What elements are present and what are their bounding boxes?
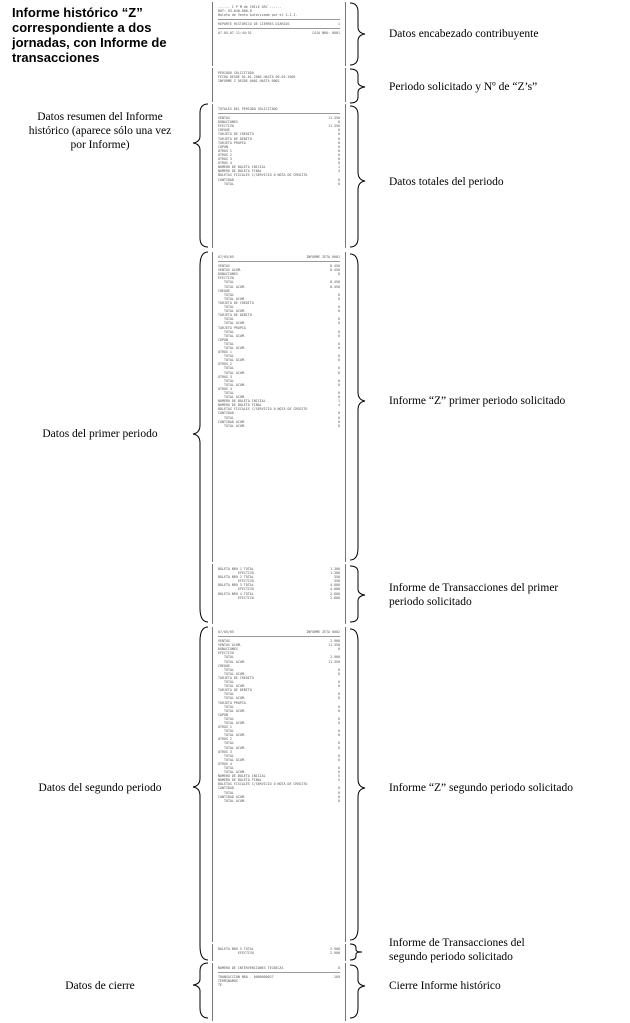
receipt-line-label: CHEQUE	[218, 128, 230, 133]
receipt-line-label: OTROS 4	[218, 761, 232, 766]
receipt-line-label: VENTAS	[218, 639, 230, 644]
receipt-line-label: TOTAL ACUM.	[224, 395, 246, 400]
receipt-line-label: EFECTIVO	[238, 587, 254, 592]
receipt-line-label: 07-05-07 11:44:51	[218, 31, 252, 36]
receipt-line-value: 0	[338, 395, 340, 400]
receipt-line-value: 0	[338, 423, 340, 428]
receipt-line-label: TRANSACCION NRO - 0000000027	[218, 975, 274, 980]
receipt-line-value: 0	[338, 966, 340, 970]
receipt-line-value: 0	[338, 181, 340, 186]
receipt-line-value: 0	[338, 667, 340, 672]
receipt-line-value: 0	[338, 729, 340, 734]
receipt-line-value: 0	[338, 157, 340, 162]
receipt-line-value: 0	[338, 753, 340, 758]
receipt-line-label: EFECTIVO	[218, 124, 234, 129]
receipt-line-label: TE	[218, 983, 222, 988]
brace-right-closing	[350, 965, 365, 1018]
receipt-line-label: EFECTIVO	[218, 276, 234, 281]
receipt-line-value: 0	[338, 321, 340, 326]
receipt-line-label: BOLETA NRO 2 TOTAL	[218, 575, 254, 580]
receipt-line-label: EFECTIVO	[238, 595, 254, 600]
receipt-line-value: 11.350	[328, 116, 340, 121]
receipt-line-label: TOTAL	[224, 305, 234, 310]
receipt-line-label: TOTAL	[224, 692, 234, 697]
receipt-line-label: OTROS 4	[218, 386, 232, 391]
receipt-line-value: 5	[338, 774, 340, 779]
receipt-line-value: 4	[338, 403, 340, 408]
brace-right-tx2	[350, 944, 362, 960]
receipt-line-label: TOTAL	[224, 366, 234, 371]
receipt-line-label: TOTAL ACUM.	[224, 309, 246, 314]
receipt-line-value: 0	[338, 161, 340, 166]
receipt-line-label: OTROS 3	[218, 374, 232, 379]
receipt-line-value: 0	[338, 696, 340, 701]
receipt-line-label: DONACIONES	[218, 272, 238, 277]
receipt-line-label: TARJETA DE CREDITO	[218, 300, 254, 305]
receipt-line-value: 0	[338, 757, 340, 762]
receipt-line-value: 2.900	[330, 951, 340, 956]
label-period: Periodo solicitado y Nº de “Z’s”	[389, 81, 538, 93]
receipt-line-value: 0	[338, 733, 340, 738]
label-header: Datos encabezado contribuyente	[389, 28, 539, 40]
receipt-line-label: REPORTE HISTORICO DE CIERRES DIARIOS	[218, 22, 290, 27]
receipt-line-value: 5	[338, 778, 340, 783]
receipt-line-value: 0	[338, 647, 340, 652]
receipt-line-value: 0	[338, 766, 340, 770]
receipt-line-label: TARJETA DE DEBITO	[218, 136, 252, 141]
receipt-line-label: TARJETA DE DEBITO	[218, 313, 252, 318]
receipt-line-label: TOTAL	[224, 415, 234, 420]
brace-right-tx1	[350, 566, 365, 622]
receipt-line-label: EFECTIVO	[218, 651, 234, 656]
receipt-line-label: TOTAL	[224, 391, 234, 395]
label-totals: Datos totales del periodo	[389, 176, 504, 188]
label-second-period: Datos del segundo periodo	[38, 782, 162, 794]
receipt-line-value: 0	[338, 317, 340, 322]
receipt-line-label: TOTAL	[224, 704, 234, 709]
brace-right-z2	[350, 629, 365, 940]
label-close: Cierre Informe histórico	[389, 980, 501, 992]
receipt-line-value: 0	[338, 378, 340, 383]
receipt-line-value: 0	[338, 177, 340, 182]
receipt-line-label: NUMERO DE BOLETA FINAL	[218, 169, 262, 174]
receipt-line-value: 0	[338, 391, 340, 395]
receipt-line-label: RUT: 93.040.000-0	[218, 9, 252, 14]
receipt-line-label: CANTIDAD	[218, 177, 234, 182]
brace-left-first	[193, 252, 208, 622]
receipt-line-value: 0	[338, 136, 340, 141]
receipt-line-label: TOTAL	[224, 329, 234, 334]
receipt-line-label: OTROS 3	[218, 157, 232, 162]
receipt-line-value: 0	[338, 345, 340, 350]
label-first-period: Datos del primer periodo	[42, 428, 158, 440]
label-closing: Datos de cierre	[65, 980, 135, 992]
receipt-line-label: TOTAL ACUM.	[224, 720, 246, 725]
receipt-line-value: 0	[338, 716, 340, 721]
receipt-line-label: DONACIONES	[218, 647, 238, 652]
receipt-line-value: 0	[338, 148, 340, 153]
receipt-line-label: TOTAL	[224, 753, 234, 758]
brace-right-totals	[350, 106, 365, 247]
receipt-line-value: 0	[338, 382, 340, 387]
receipt-line-label: INFORME Z DESDE 0001 HASTA 0002	[218, 79, 280, 84]
receipt-line-label: VENTAS ACUM.	[218, 268, 242, 273]
receipt-line-label: 07/05/05	[218, 630, 234, 634]
receipt-line-value: 0	[338, 415, 340, 420]
receipt-line-label: TOTALES DEL PERIODO SOLICITADO	[218, 107, 278, 111]
receipt-line-value: 2.900	[330, 639, 340, 644]
receipt-line-value: 0	[338, 684, 340, 689]
receipt-line-label: TOTAL	[224, 181, 234, 186]
receipt-line-value: 0	[338, 770, 340, 775]
receipt-line-label: BOLETAS FISCALES C/SERVICIO 0 NOTA DE CREDITO	[218, 173, 308, 178]
receipt-line-label: TOTAL ACUM.	[224, 382, 246, 387]
label-z2: Informe “Z” segundo periodo solicitado	[389, 782, 573, 794]
receipt-line-value: 2.800	[330, 595, 340, 600]
receipt-line-label: CANTIDAD ACUM.	[218, 419, 246, 424]
receipt-line-label: OTROS 2	[218, 152, 232, 157]
receipt-line-label: TARJETA PROPIA	[218, 700, 246, 705]
receipt-line-value: 0	[338, 370, 340, 375]
receipt-line-value: 8.450	[330, 264, 340, 269]
brace-left-second	[193, 627, 208, 960]
label-summary: Datos resumen del Informe histórico (aparece sólo una vez por Informe)	[28, 111, 172, 151]
receipt-line-value: 0	[338, 140, 340, 145]
receipt-line-label: TOTAL ACUM.	[224, 423, 246, 428]
receipt-line-label: TOTAL ACUM.	[224, 370, 246, 375]
receipt-line-label: TERMINAMOS	[218, 979, 238, 984]
receipt-line-label: VENTAS	[218, 264, 230, 269]
receipt-line-label: TOTAL ACUM.	[224, 696, 246, 701]
receipt-line-value: 1	[338, 165, 340, 170]
label-tx1: Informe de Transacciones del primer periodo solicitado	[389, 582, 559, 608]
receipt-line-label: CANTIDAD	[218, 411, 234, 416]
receipt-line-label: TARJETA DE DEBITO	[218, 688, 252, 693]
receipt-line-value: 0	[338, 790, 340, 795]
receipt-line-label: TOTAL	[224, 354, 234, 359]
receipt-line-value: 0	[338, 152, 340, 157]
receipt-line-label: OTROS 1	[218, 350, 232, 355]
receipt-line-label: TOTAL	[224, 378, 234, 383]
receipt-line-value: 350	[334, 579, 340, 584]
receipt-line-label: NUMERO DE BOLETA FINAL	[218, 778, 262, 783]
receipt-line-value: 0	[338, 272, 340, 277]
receipt-line-value: 2.900	[330, 655, 340, 660]
receipt-line-value: 0	[338, 128, 340, 133]
receipt-line-label: TOTAL	[224, 292, 234, 297]
receipt-line-value: 0	[338, 745, 340, 750]
receipt-line-label: OTROS 3	[218, 749, 232, 754]
receipt-line-value: 0	[338, 419, 340, 424]
receipt-line-value: 0	[338, 692, 340, 697]
receipt-line-label: TOTAL ACUM.	[224, 770, 246, 775]
receipt-line-label: EFECTIVO	[238, 571, 254, 576]
receipt-line-label: BOLETA NRO 3 TOTAL	[218, 583, 254, 588]
receipt-line-label: BOLETA NRO 5 TOTAL	[218, 947, 254, 951]
receipt-line-value: 11.350	[328, 124, 340, 129]
receipt-line-label: TOTAL	[224, 741, 234, 746]
page-title: Informe histórico “Z” correspondiente a dos jornadas, con Informe de transacciones	[12, 5, 167, 65]
receipt-line-label: TOTAL	[224, 655, 234, 660]
receipt-line-label: CHEQUE	[218, 288, 230, 293]
receipt-line-label: CHEQUE	[218, 663, 230, 668]
receipt-line-value: 8.450	[330, 284, 340, 289]
receipt-line-value: 4.000	[330, 587, 340, 592]
receipt-line-label: TOTAL	[224, 790, 234, 795]
receipt-line-label: TARJETA DE CREDITO	[218, 675, 254, 680]
receipt-line-label: TOTAL	[224, 317, 234, 322]
receipt-line-label: TOTAL ACUM.	[224, 659, 246, 664]
brace-right-header	[350, 3, 365, 65]
receipt-line-value: 2.800	[330, 591, 340, 596]
receipt-line-label: BOLETAS FISCALES C/SERVICIO 0 NOTA DE CREDITO	[218, 782, 308, 787]
receipt-line-value: 0	[338, 144, 340, 149]
brace-left-summary	[193, 104, 208, 247]
receipt-line-label: TOTAL	[224, 729, 234, 734]
receipt-line-label: TARJETA PROPIA	[218, 140, 246, 145]
receipt-line-value: 0	[338, 741, 340, 746]
receipt-line-label: NUMERO DE BOLETA INICIAL	[218, 399, 266, 404]
receipt-line-label: TOTAL ACUM.	[224, 684, 246, 689]
receipt-line-label: TOTAL ACUM.	[224, 321, 246, 326]
receipt-line-value: 0	[338, 292, 340, 297]
receipt-line-label: TOTAL ACUM.	[224, 333, 246, 338]
receipt-line-label: CUPON	[218, 144, 228, 149]
receipt-line-label: VENTAS ACUM.	[218, 643, 242, 648]
label-tx2: Informe de Transacciones del segundo periodo solicitado	[389, 937, 525, 963]
receipt-line-label: TOTAL	[224, 680, 234, 685]
brace-left-closing	[193, 963, 208, 1018]
receipt-line-label: PERIODO SOLICITADO	[218, 71, 254, 75]
receipt-line-value: INFORME ZETA 0001	[306, 255, 340, 259]
receipt-line-value: 0	[338, 708, 340, 713]
receipt-line-label: NUMERO DE BOLETA INICIAL	[218, 774, 266, 779]
receipt-line-value: 0	[338, 309, 340, 314]
receipt-line-value: 0	[338, 333, 340, 338]
receipt-line-value: 1	[338, 22, 340, 27]
receipt-line-value: 0	[338, 671, 340, 676]
receipt-line-label: TOTAL ACUM.	[224, 745, 246, 750]
receipt-line-label: TOTAL	[224, 716, 234, 721]
receipt-line-value: 0	[338, 329, 340, 334]
receipt-line-value: 11.350	[328, 643, 340, 648]
receipt-line-value: 0	[338, 411, 340, 416]
brace-right-z1	[350, 254, 365, 560]
receipt-line-label: DONACIONES	[218, 120, 238, 125]
receipt-line-label: BOLETA NRO 4 TOTAL	[218, 591, 254, 596]
receipt-line-value: 11.350	[328, 659, 340, 664]
receipt-line-value: 8.450	[330, 280, 340, 285]
receipt-line-label: OTROS 1	[218, 148, 232, 153]
receipt-line-label: OTROS 1	[218, 725, 232, 730]
receipt-line-value: 4.000	[330, 583, 340, 588]
receipt-line-value: 8.450	[330, 268, 340, 273]
receipt-line-label: TOTAL ACUM.	[224, 284, 246, 289]
receipt-line-label: TOTAL ACUM.	[224, 757, 246, 762]
receipt-line-label: EFECTIVO	[238, 579, 254, 584]
receipt-line-value: 109	[334, 975, 340, 980]
receipt-line-label: Boleta de Venta Autorizada por el S.I.I.	[218, 13, 298, 18]
receipt-line-label: FECHA DESDE 01-01-2005 HASTA 09-05-2005	[218, 75, 296, 80]
receipt-line-label: ------ I P M de CHILE SRC ------	[218, 5, 282, 9]
receipt-line-label: VENTAS	[218, 116, 230, 121]
receipt-line-value: 0	[338, 794, 340, 799]
receipt-line-label: OTROS 2	[218, 737, 232, 742]
label-z1: Informe “Z” primer periodo solicitado	[389, 395, 566, 407]
receipt-line-value: 0	[338, 354, 340, 359]
receipt-line-label: NUMERO DE BOLETA INICIAL	[218, 165, 266, 170]
receipt-line-label: TOTAL ACUM.	[224, 296, 246, 301]
receipt-line-label: CUPON	[218, 712, 228, 717]
receipt-line-value: 1	[338, 399, 340, 404]
receipt-line-label: CANTIDAD	[218, 786, 234, 791]
receipt-line-value: 0	[338, 305, 340, 310]
receipt-line-value: 1.300	[330, 567, 340, 571]
receipt-line-label: CUPON	[218, 337, 228, 342]
receipt-line-label: TOTAL ACUM.	[224, 345, 246, 350]
receipt-line-value: 0	[338, 358, 340, 363]
receipt-line-value: CAJA NRO: 0001	[312, 31, 340, 36]
receipt-line-label: TOTAL	[224, 280, 234, 285]
receipt-line-value: 2.900	[330, 947, 340, 951]
receipt-line-value: 1.300	[330, 571, 340, 576]
receipt-line-value: 350	[334, 575, 340, 580]
receipt-line-label: BOLETAS FISCALES C/SERVICIO 0 NOTA DE CREDITO	[218, 407, 308, 412]
receipt-line-label: TOTAL ACUM.	[224, 798, 246, 803]
receipt-line-label: BOLETA NRO 1 TOTAL	[218, 567, 254, 571]
receipt-line-label: CANTIDAD ACUM.	[218, 794, 246, 799]
receipt-line-label: TOTAL ACUM.	[224, 708, 246, 713]
receipt-line-value: INFORME ZETA 0002	[306, 630, 340, 634]
receipt-line-label: NUMERO DE INTERVENCIONES TECNICAS	[218, 966, 284, 970]
receipt-line-label: TOTAL	[224, 667, 234, 672]
receipt-line-value: 0	[338, 786, 340, 791]
receipt-line-label: TOTAL ACUM.	[224, 671, 246, 676]
receipt-line-label: TOTAL	[224, 341, 234, 346]
receipt-line-value: 4	[338, 169, 340, 174]
receipt-line-label: TARJETA DE CREDITO	[218, 132, 254, 137]
receipt-line-value: 0	[338, 120, 340, 125]
receipt-line-label: TOTAL ACUM.	[224, 358, 246, 363]
receipt-line-value: 0	[338, 798, 340, 803]
receipt-line-value: 0	[338, 132, 340, 137]
receipt-line-value: 0	[338, 341, 340, 346]
receipt-line-label: TOTAL	[224, 766, 234, 770]
receipt-line-label: TOTAL ACUM.	[224, 733, 246, 738]
receipt-line-label: EFECTIVO	[238, 951, 254, 956]
receipt-line-value: 0	[338, 366, 340, 371]
receipt-line-label: 07/05/05	[218, 255, 234, 259]
receipt-line-value: 0	[338, 680, 340, 685]
receipt-line-value: 0	[338, 720, 340, 725]
receipt-line-value: 0	[338, 704, 340, 709]
brace-right-period	[350, 69, 365, 103]
receipt-line-label: TARJETA PROPIA	[218, 325, 246, 330]
receipt-line-value: 0	[338, 296, 340, 301]
receipt-line-label: NUMERO DE BOLETA FINAL	[218, 403, 262, 408]
receipt-line-label: OTROS 2	[218, 362, 232, 367]
receipt-line-label: OTROS 4	[218, 161, 232, 166]
